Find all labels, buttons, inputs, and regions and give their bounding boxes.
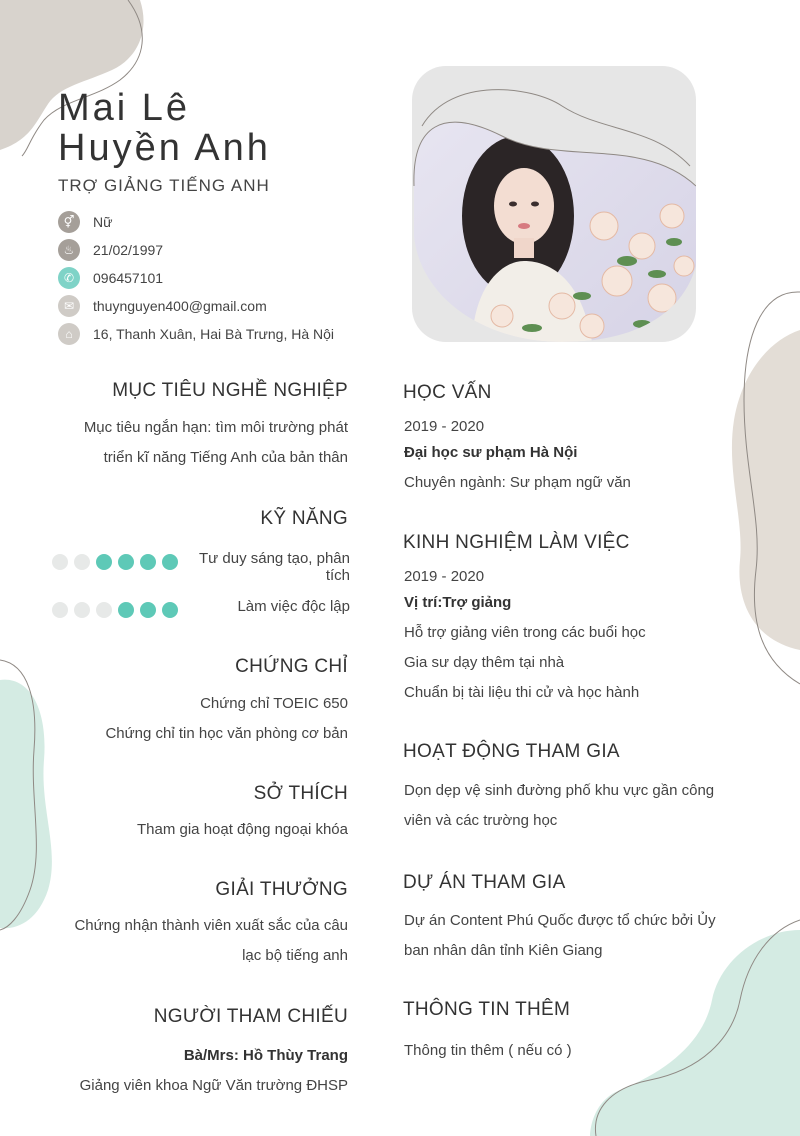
rating-dot xyxy=(52,602,68,618)
duty-item: Hỗ trợ giảng viên trong các buổi học xyxy=(404,624,646,641)
objective-line-1: Mục tiêu ngắn hạn: tìm môi trường phát xyxy=(83,419,348,436)
certificates-list xyxy=(40,689,348,749)
rating-dot xyxy=(74,554,90,570)
reference-name: Bà/Mrs: Hồ Thùy Trang xyxy=(183,1047,348,1064)
skill-label-line-1: Làm việc độc lập xyxy=(237,598,350,615)
name-line-2: Huyền Anh xyxy=(58,127,271,169)
mail-icon: ✉ xyxy=(58,295,80,317)
job-title: TRỢ GIẢNG TIẾNG ANH xyxy=(58,176,270,195)
rating-dot xyxy=(96,554,112,570)
experience-position: Vị trí:Trợ giảng xyxy=(404,594,512,611)
education-major: Chuyên ngành: Sư phạm ngữ văn xyxy=(404,474,631,491)
awards-text xyxy=(40,911,348,971)
projects-line-2: ban nhân dân tỉnh Kiên Giang xyxy=(404,942,603,959)
certificates-title: CHỨNG CHỈ xyxy=(235,656,348,677)
extra-text: Thông tin thêm ( nếu có ) xyxy=(404,1042,572,1059)
activities-text xyxy=(404,776,714,836)
experience-duties xyxy=(404,618,646,708)
certificate-item: Chứng chỉ TOEIC 650 xyxy=(200,695,348,712)
education-title: HỌC VẤN xyxy=(403,382,492,403)
objective-line-2: triển kĩ năng Tiếng Anh của bản thân xyxy=(103,449,348,466)
references-title: NGƯỜI THAM CHIẾU xyxy=(153,1006,348,1027)
rating-dot xyxy=(96,602,112,618)
projects-text xyxy=(404,906,716,966)
education-years: 2019 - 2020 xyxy=(404,418,485,435)
contact-gender xyxy=(58,208,334,236)
awards-line-2: lạc bộ tiếng anh xyxy=(242,947,348,964)
contact-phone xyxy=(58,264,334,292)
candidate-name xyxy=(58,88,271,168)
contact-email-text: thuynguyen400@gmail.com xyxy=(93,298,267,314)
cake-icon: ♨ xyxy=(58,239,80,261)
skills-title: KỸ NĂNG xyxy=(260,508,348,529)
contact-address xyxy=(58,320,334,348)
reference-role: Giảng viên khoa Ngữ Văn trường ĐHSP xyxy=(79,1077,348,1094)
activities-line-2: viên và các trường học xyxy=(404,812,558,829)
activities-title: HOẠT ĐỘNG THAM GIA xyxy=(403,741,620,762)
rating-dot xyxy=(162,554,178,570)
experience-title: KINH NGHIỆM LÀM VIỆC xyxy=(403,532,630,553)
objective-text xyxy=(40,413,348,473)
phone-icon: ✆ xyxy=(58,267,80,289)
rating-dot xyxy=(162,602,178,618)
education-school: Đại học sư phạm Hà Nội xyxy=(404,444,578,461)
objective-title: MỤC TIÊU NGHỀ NGHIỆP xyxy=(112,380,348,401)
duty-item: Gia sư dạy thêm tại nhà xyxy=(404,654,565,671)
experience-years: 2019 - 2020 xyxy=(404,568,485,585)
home-icon: ⌂ xyxy=(58,323,80,345)
skill-rating xyxy=(52,602,178,618)
contact-birthday xyxy=(58,236,334,264)
skill-label-line-2: tích xyxy=(325,567,350,584)
activities-line-1: Dọn dẹp vệ sinh đường phố khu vực gần công xyxy=(404,782,715,799)
rating-dot xyxy=(118,554,134,570)
contact-email xyxy=(58,292,334,320)
skill-item xyxy=(52,550,350,584)
extra-title: THÔNG TIN THÊM xyxy=(403,999,571,1020)
skill-label xyxy=(178,598,350,615)
skill-rating xyxy=(52,554,178,570)
contact-birthday-text: 21/02/1997 xyxy=(93,242,164,258)
skill-item xyxy=(52,598,350,618)
awards-line-1: Chứng nhận thành viên xuất sắc của câu xyxy=(74,917,348,934)
certificate-item: Chứng chỉ tin học văn phòng cơ bản xyxy=(105,725,348,742)
profile-photo xyxy=(412,66,696,342)
rating-dot xyxy=(140,602,156,618)
name-line-1: Mai Lê xyxy=(58,87,191,129)
projects-title: DỰ ÁN THAM GIA xyxy=(403,872,566,893)
hobbies-text: Tham gia hoạt động ngoại khóa xyxy=(137,821,348,838)
contact-gender-text: Nữ xyxy=(93,214,113,230)
hobbies-title: SỞ THÍCH xyxy=(253,783,348,804)
awards-title: GIẢI THƯỞNG xyxy=(215,879,348,900)
gender-icon: ⚥ xyxy=(58,211,80,233)
rating-dot xyxy=(52,554,68,570)
duty-item: Chuẩn bị tài liệu thi cử và học hành xyxy=(404,684,640,701)
skill-label xyxy=(178,550,350,584)
contact-phone-text: 096457101 xyxy=(93,270,164,286)
rating-dot xyxy=(140,554,156,570)
rating-dot xyxy=(118,602,134,618)
contact-list xyxy=(58,208,334,348)
skill-label-line-1: Tư duy sáng tạo, phân xyxy=(199,550,350,567)
rating-dot xyxy=(74,602,90,618)
contact-address-text: 16, Thanh Xuân, Hai Bà Trưng, Hà Nội xyxy=(93,326,335,342)
projects-line-1: Dự án Content Phú Quốc được tổ chức bởi Ủy xyxy=(404,912,716,929)
